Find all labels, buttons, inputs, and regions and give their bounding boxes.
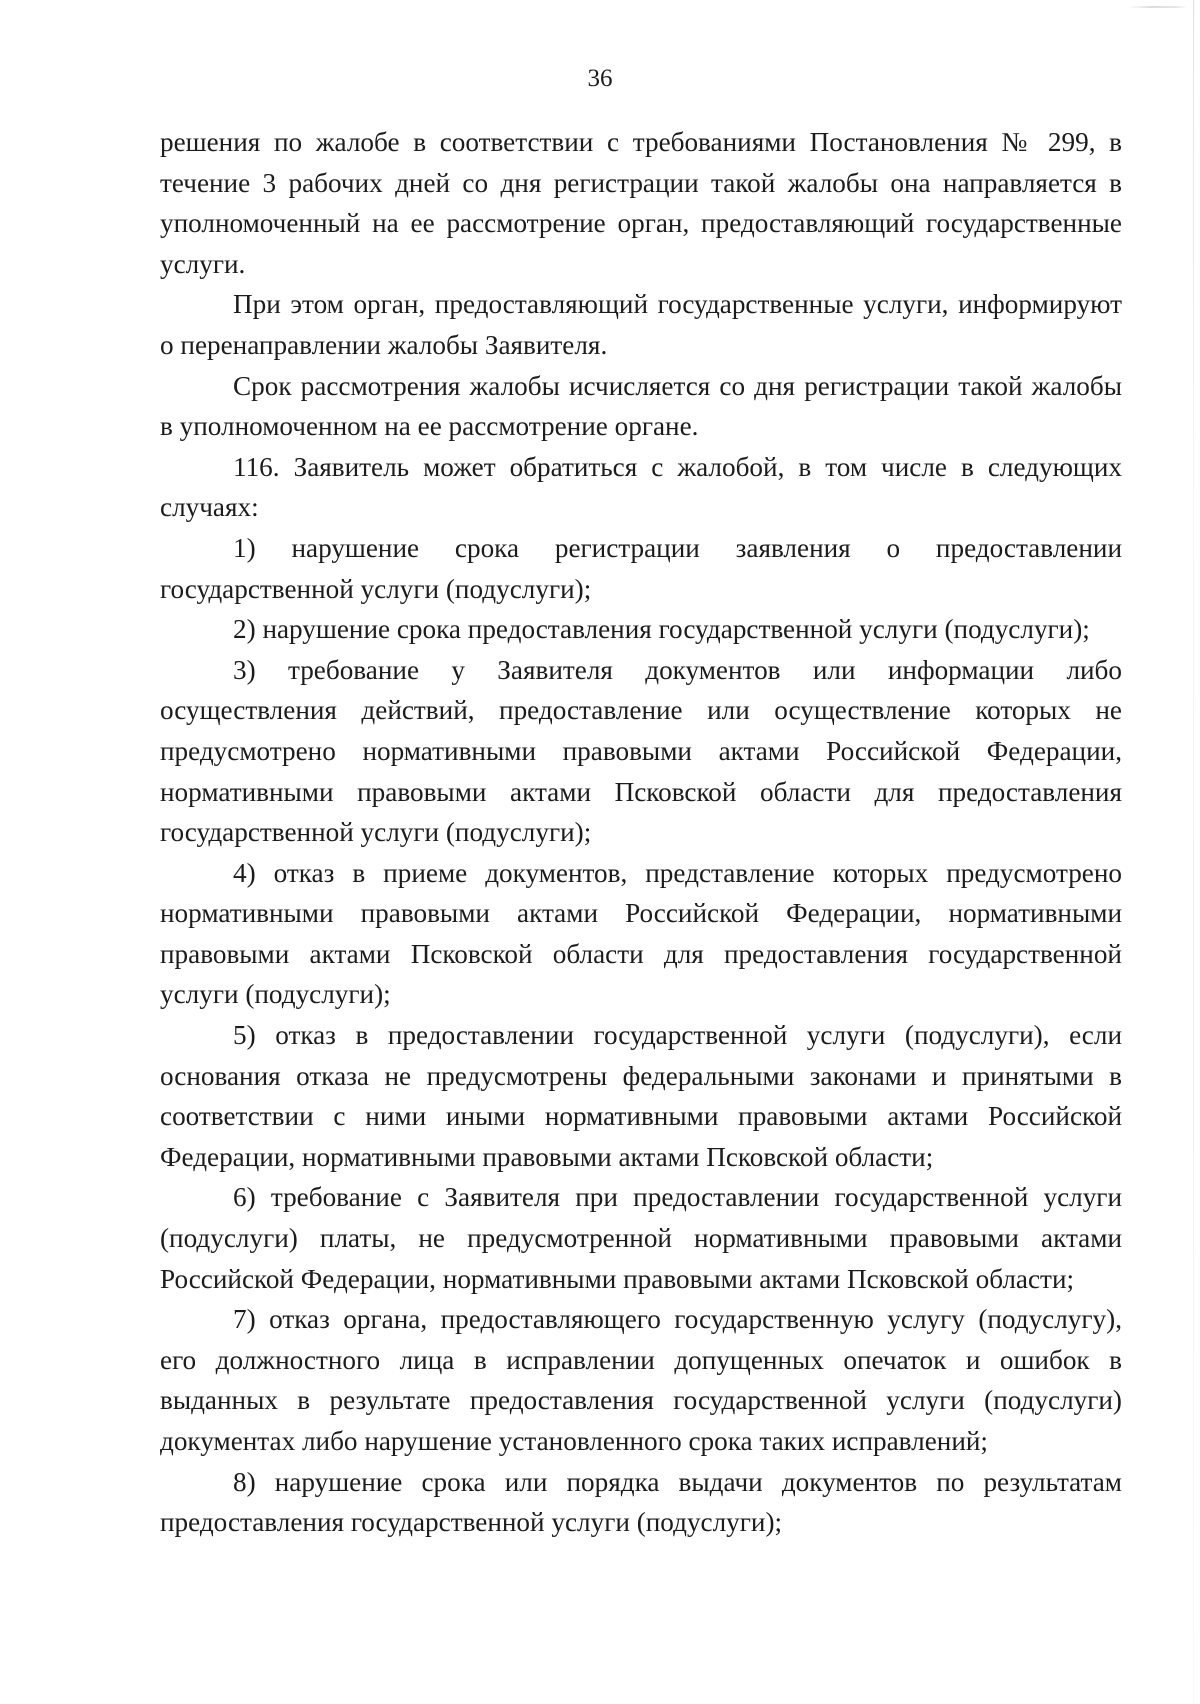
list-item-1: 1) нарушение срока регистрации заявления о предоставлении государственной услуги (подуслуги);: [160, 532, 1122, 604]
list-item-6: 6) требование с Заявителя при предоставлении государственной услуги (подуслуги) платы, не предусмотренной нормативными правовыми актами Российской Федерации, нормативными правовыми актами Псковской области;: [160, 1182, 1122, 1294]
list-item-2: 2) нарушение срока предоставления государственной услуги (подуслуги);: [233, 614, 1090, 645]
list-item-7: 7) отказ органа, предоставляющего государственную услугу (подуслугу), его должностного лица в исправлении допущенных опечаток и ошибок в выданных в результате предоставления государственной услуги (подуслуги) документах либо нарушение установленного срока таких исправлений;: [160, 1304, 1122, 1456]
list-item-8: 8) нарушение срока или порядка выдачи документов по результатам предоставления государственной услуги (подуслуги);: [160, 1466, 1122, 1538]
paragraph-review-term: Срок рассмотрения жалобы исчисляется со дня регистрации такой жалобы в уполномоченном на ее рассмотрение органе.: [160, 370, 1122, 442]
list-item-4: 4) отказ в приеме документов, представление которых предусмотрено нормативными правовыми актами Российской Федерации, нормативными правовыми актами Псковской области для предоставления государственной услуги (подуслуги);: [160, 857, 1122, 1010]
document-body: [160, 122, 1122, 1543]
scan-edge: [1193, 0, 1194, 1704]
paragraph-continuation: решения по жалобе в соответствии с требованиями Постановления № 299, в течение 3 рабочих дней со дня регистрации такой жалобы она направляется в уполномоченный на ее рассмотрение орган, предоставляющий государственные услуги.: [160, 127, 1122, 279]
list-item-3: 3) требование у Заявителя документов или информации либо осуществления действий, предоставление или осуществление которых не предусмотрено нормативными правовыми актами Российской Федерации, нормативными правовыми актами Псковской области для предоставления государственной услуги (подуслуги);: [160, 654, 1122, 848]
paragraph-clause-116: 116. Заявитель может обратиться с жалобой, в том числе в следующих случаях:: [160, 451, 1122, 523]
scan-artifact: [1128, 6, 1188, 8]
list-item-5: 5) отказ в предоставлении государственной услуги (подуслуги), если основания отказа не предусмотрены федеральными законами и принятыми в соответствии с ними иными нормативными правовыми актами Российской Федерации, нормативными правовыми актами Псковской области;: [160, 1020, 1122, 1172]
page-number: 36: [587, 65, 613, 92]
paragraph-redirect-note: При этом орган, предоставляющий государственные услуги, информируют о перенаправлении жалобы Заявителя.: [160, 289, 1122, 360]
